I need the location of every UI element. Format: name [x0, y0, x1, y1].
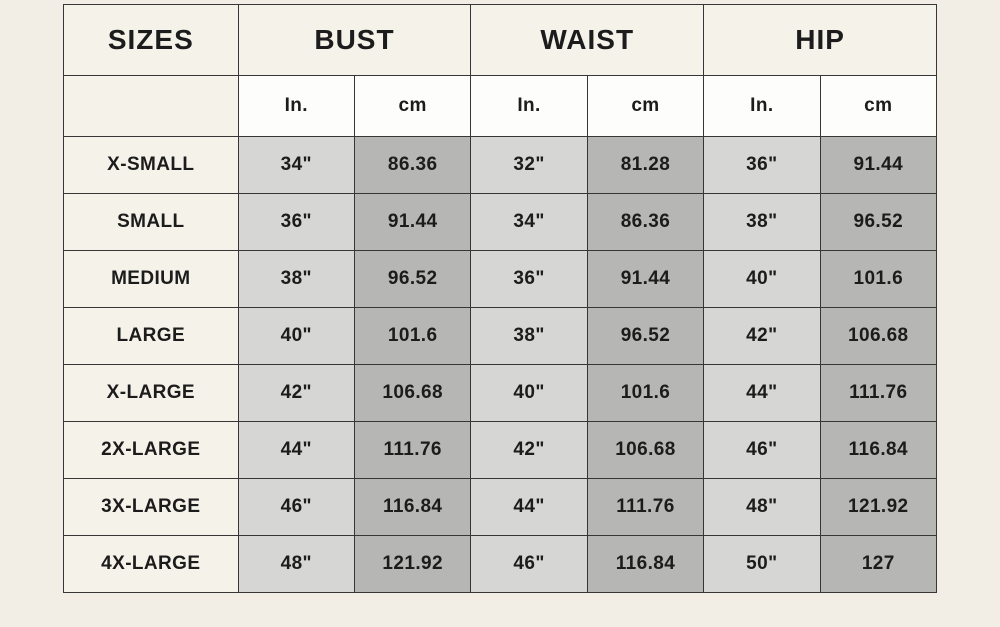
waist-cm-cell: 96.52 — [587, 308, 703, 365]
table-row-x-small — [64, 137, 937, 194]
size-name-cell: X-LARGE — [64, 365, 239, 422]
table-row-4x-large — [64, 536, 937, 593]
size-name-cell: 2X-LARGE — [64, 422, 239, 479]
bust-in-cell: 34" — [238, 137, 354, 194]
bust-inches-header: In. — [238, 76, 354, 137]
hip-cm-cell: 101.6 — [820, 251, 936, 308]
waist-cm-header: cm — [587, 76, 703, 137]
hip-in-cell: 36" — [704, 137, 820, 194]
hip-inches-header: In. — [704, 76, 820, 137]
hip-cm-cell: 111.76 — [820, 365, 936, 422]
hip-cm-cell: 91.44 — [820, 137, 936, 194]
table-row-medium — [64, 251, 937, 308]
bust-column-header: BUST — [238, 5, 471, 76]
waist-in-cell: 42" — [471, 422, 587, 479]
bust-cm-cell: 111.76 — [354, 422, 470, 479]
hip-cm-cell: 127 — [820, 536, 936, 593]
size-name-cell: 4X-LARGE — [64, 536, 239, 593]
hip-in-cell: 44" — [704, 365, 820, 422]
waist-inches-header: In. — [471, 76, 587, 137]
waist-in-cell: 44" — [471, 479, 587, 536]
hip-in-cell: 46" — [704, 422, 820, 479]
size-name-cell: LARGE — [64, 308, 239, 365]
table-row-small — [64, 194, 937, 251]
bust-cm-cell: 101.6 — [354, 308, 470, 365]
waist-in-cell: 36" — [471, 251, 587, 308]
waist-in-cell: 34" — [471, 194, 587, 251]
bust-in-cell: 42" — [238, 365, 354, 422]
bust-in-cell: 48" — [238, 536, 354, 593]
hip-cm-header: cm — [820, 76, 936, 137]
bust-cm-cell: 116.84 — [354, 479, 470, 536]
bust-in-cell: 44" — [238, 422, 354, 479]
bust-cm-cell: 96.52 — [354, 251, 470, 308]
hip-cm-cell: 106.68 — [820, 308, 936, 365]
waist-cm-cell: 106.68 — [587, 422, 703, 479]
bust-in-cell: 40" — [238, 308, 354, 365]
size-name-cell: X-SMALL — [64, 137, 239, 194]
table-row-2x-large — [64, 422, 937, 479]
waist-cm-cell: 116.84 — [587, 536, 703, 593]
size-name-cell: 3X-LARGE — [64, 479, 239, 536]
sizes-column-header: SIZES — [64, 5, 239, 76]
hip-column-header: HIP — [704, 5, 937, 76]
hip-in-cell: 42" — [704, 308, 820, 365]
bust-in-cell: 36" — [238, 194, 354, 251]
waist-column-header: WAIST — [471, 5, 704, 76]
bust-cm-cell: 86.36 — [354, 137, 470, 194]
waist-in-cell: 40" — [471, 365, 587, 422]
group-header-row — [64, 5, 937, 76]
waist-cm-cell: 81.28 — [587, 137, 703, 194]
waist-cm-cell: 111.76 — [587, 479, 703, 536]
waist-in-cell: 46" — [471, 536, 587, 593]
bust-cm-cell: 91.44 — [354, 194, 470, 251]
unit-header-row — [64, 76, 937, 137]
hip-cm-cell: 116.84 — [820, 422, 936, 479]
table-row-3x-large — [64, 479, 937, 536]
bust-in-cell: 38" — [238, 251, 354, 308]
bust-in-cell: 46" — [238, 479, 354, 536]
hip-in-cell: 40" — [704, 251, 820, 308]
table-row-x-large — [64, 365, 937, 422]
hip-cm-cell: 121.92 — [820, 479, 936, 536]
waist-in-cell: 38" — [471, 308, 587, 365]
empty-corner-cell — [64, 76, 239, 137]
waist-cm-cell: 101.6 — [587, 365, 703, 422]
size-chart — [63, 4, 937, 593]
size-chart-table — [63, 4, 937, 593]
hip-cm-cell: 96.52 — [820, 194, 936, 251]
size-name-cell: SMALL — [64, 194, 239, 251]
waist-in-cell: 32" — [471, 137, 587, 194]
hip-in-cell: 48" — [704, 479, 820, 536]
table-row-large — [64, 308, 937, 365]
hip-in-cell: 38" — [704, 194, 820, 251]
hip-in-cell: 50" — [704, 536, 820, 593]
bust-cm-header: cm — [354, 76, 470, 137]
bust-cm-cell: 106.68 — [354, 365, 470, 422]
waist-cm-cell: 91.44 — [587, 251, 703, 308]
size-name-cell: MEDIUM — [64, 251, 239, 308]
waist-cm-cell: 86.36 — [587, 194, 703, 251]
bust-cm-cell: 121.92 — [354, 536, 470, 593]
